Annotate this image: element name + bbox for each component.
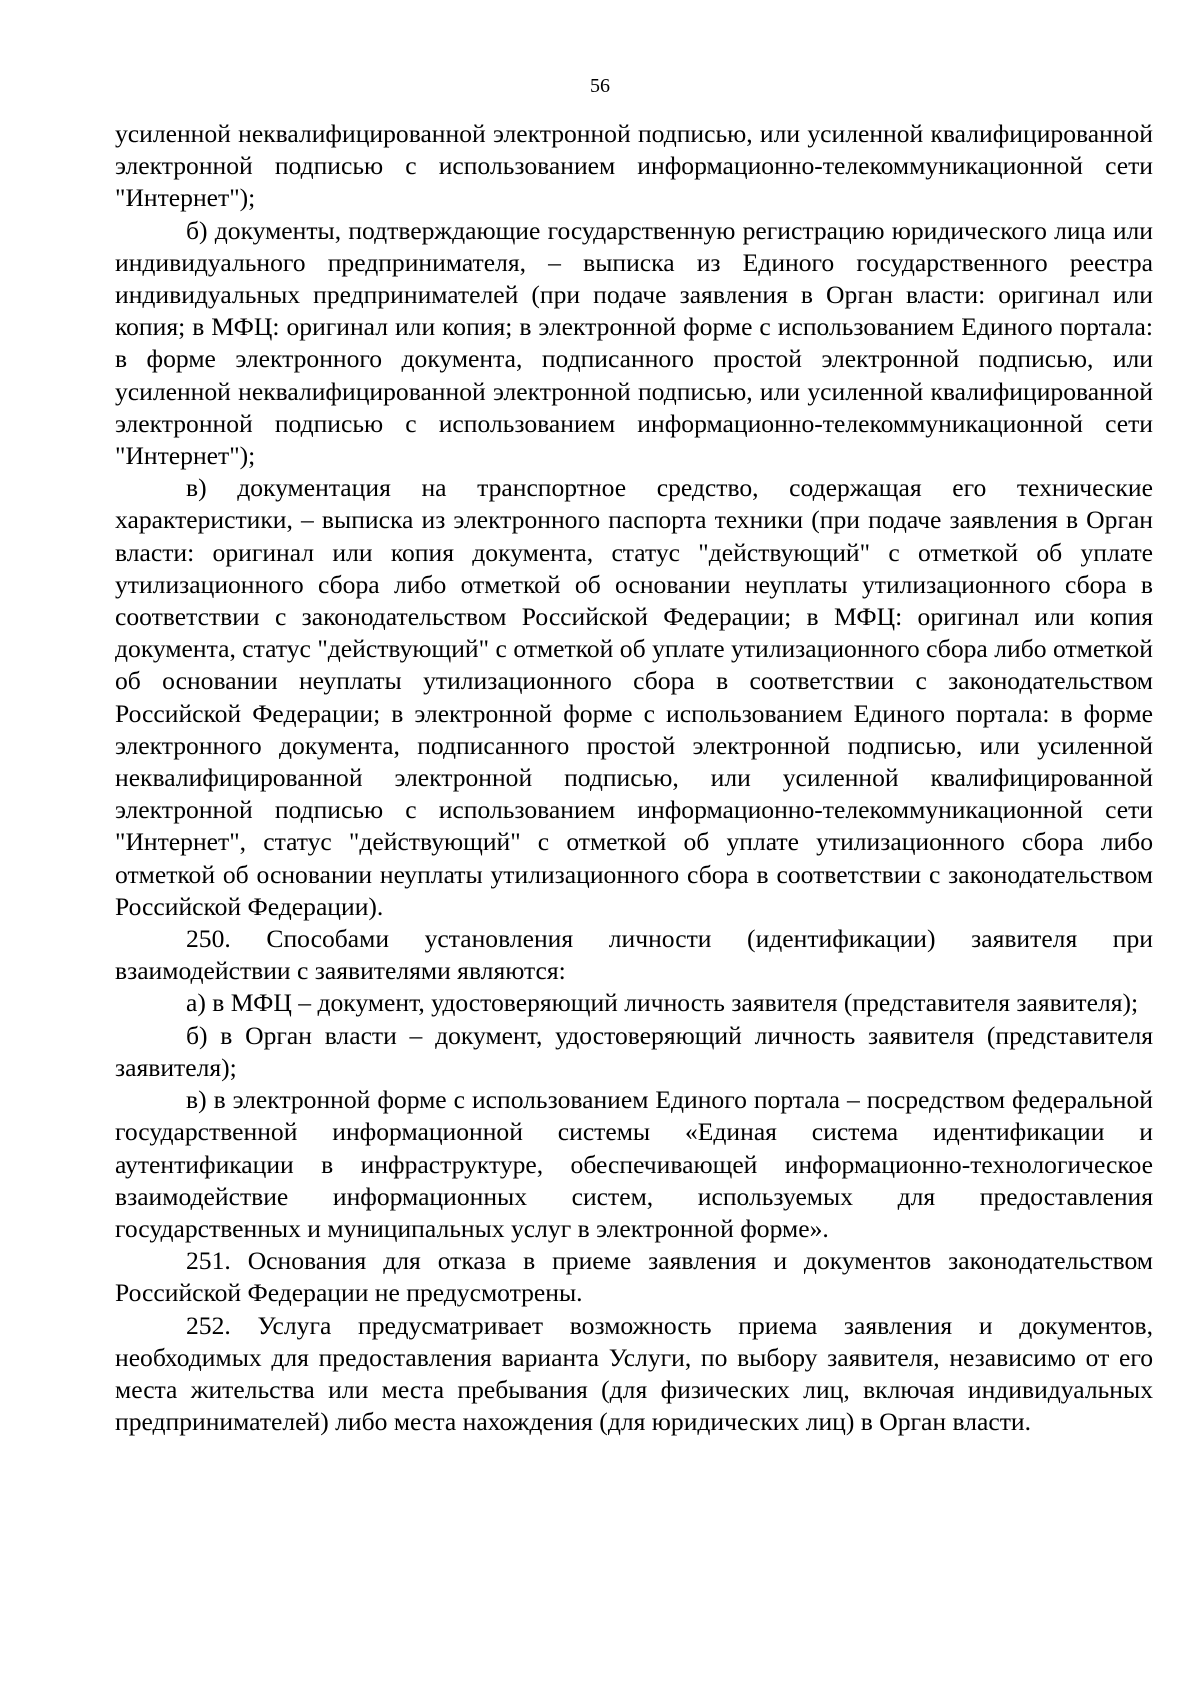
paragraph-250-b: б) в Орган власти – документ, удостоверяющий личность заявителя (представителя заявителя);: [115, 1020, 1153, 1082]
document-body: [115, 118, 1153, 1438]
paragraph-item-b-registration: б) документы, подтверждающие государственную регистрацию юридического лица или индивидуального предпринимателя, – выписка из Единого государственного реестра индивидуальных предпринимателей (при подаче заявления в Орган власти: оригинал или копия; в МФЦ: оригинал или копия; в электронной форме с использованием Единого портала: в форме электронного документа, подписанного простой электронной подписью, или усиленной неквалифицированной электронной подписью, или усиленной квалифицированной электронной подписью с использованием информационно-телекоммуникационной сети "Интернет");: [115, 215, 1153, 471]
paragraph-continuation: усиленной неквалифицированной электронной подписью, или усиленной квалифицированной электронной подписью с использованием информационно-телекоммуникационной сети "Интернет");: [115, 119, 1153, 213]
paragraph-250: 250. Способами установления личности (идентификации) заявителя при взаимодействии с заявителями являются:: [115, 924, 1153, 986]
paragraph-item-v-vehicle-docs: в) документация на транспортное средство, содержащая его технические характеристики, – выписка из электронного паспорта техники (при подаче заявления в Орган власти: оригинал или копия документа, статус "действующий" с отметкой об уплате утилизационного сбора либо отметкой об основании неуплаты утилизационного сбора в соответствии с законодательством Российской Федерации; в МФЦ: оригинал или копия документа, статус "действующий" с отметкой об уплате утилизационного сбора либо отметкой об основании неуплаты утилизационного сбора в соответствии с законодательством Российской Федерации; в электронной форме с использованием Единого портала: в форме электронного документа, подписанного простой электронной подписью, или усиленной неквалифицированной электронной подписью, или усиленной квалифицированной электронной подписью с использованием информационно-телекоммуникационной сети "Интернет", статус "действующий" с отметкой об уплате утилизационного сбора либо отметкой об основании неуплаты утилизационного сбора в соответствии с законодательством Российской Федерации).: [115, 473, 1153, 921]
page-number: 56: [590, 75, 610, 97]
paragraph-251: 251. Основания для отказа в приеме заявления и документов законодательством Российской Федерации не предусмотрены.: [115, 1246, 1153, 1308]
paragraph-250-a: а) в МФЦ – документ, удостоверяющий личность заявителя (представителя заявителя);: [186, 988, 1139, 1018]
paragraph-252: 252. Услуга предусматривает возможность приема заявления и документов, необходимых для предоставления варианта Услуги, по выбору заявителя, независимо от его места жительства или места пребывания (для физических лиц, включая индивидуальных предпринимателей) либо места нахождения (для юридических лиц) в Орган власти.: [115, 1310, 1153, 1437]
paragraph-250-v: в) в электронной форме с использованием Единого портала – посредством федеральной государственной информационной системы «Единая система идентификации и аутентификации в инфраструктуре, обеспечивающей информационно-технологическое взаимодействие информационных систем, используемых для предоставления государственных и муниципальных услуг в электронной форме».: [115, 1085, 1153, 1243]
